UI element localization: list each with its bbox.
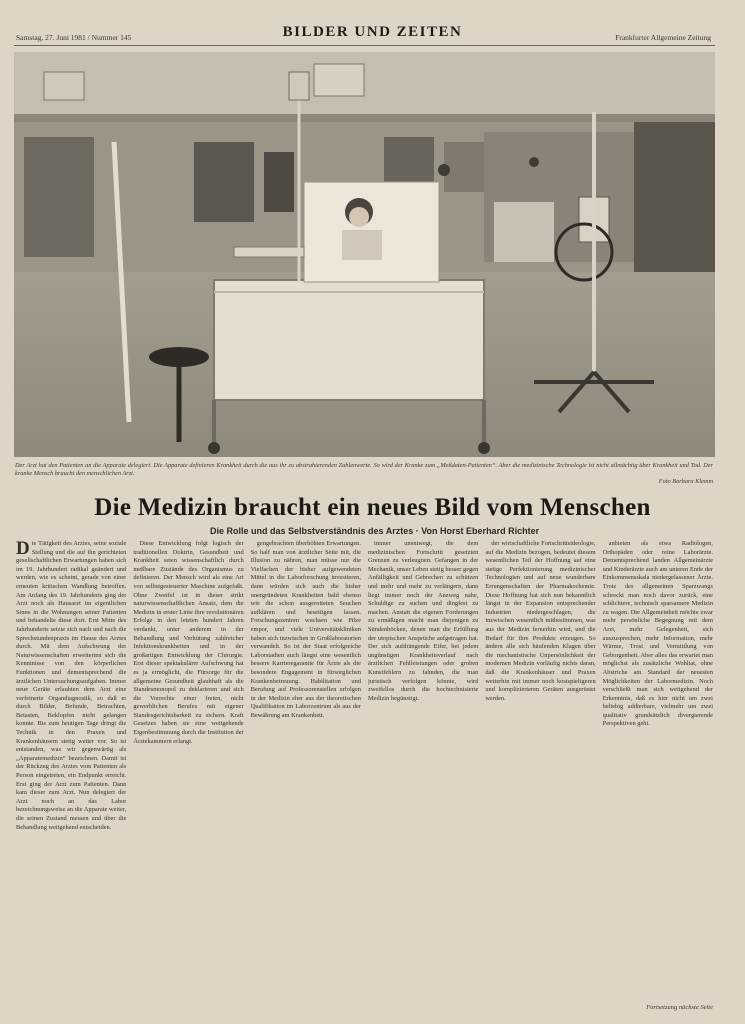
issue-date: Samstag, 27. Juni 1981 / Nummer 145: [16, 33, 132, 42]
photo-credit: Foto Barbara Klemm: [658, 478, 713, 485]
column-text: der wirtschaftliche Fortschrittsideologie, auf die Medizin bezogen, bedeutet diesem wesentlichen Teil der Hoffnung auf eine stetige Perfektionierung medizinischer Technologien und auf neue wunderbare Errungenschaften der Pharmakochemie. Diese Hoffnung hat sich nun bekanntlich längst in der Expansion entsprechender Industrien niedergeschlagen, die inzwischen wesentlich mitbestimmen, was aus der Medizin fernerhin wird, und die Bedarf für ihre Produkte erzeugen. So ändern alle sich häufenden Klagen über die mechanistische Unpersönlichkeit der modernen Medizin vorläufig nichts daran, daß die Krankenhäuser und Praxen weiterhin mit immer noch kostspieligeren und komplizierteren Geräten ausgerüstet werden.: [485, 540, 596, 702]
article-column-1: [16, 540, 126, 1018]
article-body: [16, 540, 713, 1018]
article-column-5: [485, 540, 595, 1018]
header-rule: [14, 45, 715, 46]
newspaper-name: Frankfurter Allgemeine Zeitung: [615, 33, 711, 42]
article-column-6: [603, 540, 713, 1018]
column-text: Diese Entwicklung folgt logisch der traditionellen Doktrin, Gesundheit und Krankheit seien wissenschaftlich durch meßbare Zustände des Organismus zu definieren. Der Mensch wird als eine Art von selbstgesteuerter Maschine aufgefaßt. Ohne Zweifel ist in dieser strikt naturwissenschaftlichen Ansatz, dem die Medizin in erster Linie ihre revolutionären Erfolge in den letzten hundert Jahren verdankt, unter anderem in der Behandlung und Verhütung zahlreicher Infektionskrankheiten und in der großartigen Entwicklung der Chirurgie. Erst dieser spektakulärer Aufschwung hat es ja ermöglicht, die Fürsorge für die allgemeine Gesundheit glaubhaft als die Standesmonopol zu deklarieren und sich die Vorrechte einer freien, nicht gewerblichen Berufes mit eigener Standesgerichtsbarkeit zu sichern. Kraft Gesetzes haben sie eine weitgehende Eigenbestimmung durch die Institution der Ärztekammern erlangt.: [133, 540, 244, 745]
column-text: anbieten als etwa Radiologen, Orthopäden oder reine Laborärzte. Dementsprechend landen Allgemeinärzte und Kinderärzte auch am unteren Ende der Einkommensskala niedergelassener Ärzte. Trotz des allgemeinen Sparzwangs schreckt man noch davor zurück, eine schlichtere, technisch sparsamere Medizin zu wagen. Die Allgemeinheit möchte zwar mehr persönliche Begegnung mit dem Arzt, mehr Gelegenheit, sich auszusprechen, mehr Information, mehr Wärme, Trost und Vermittlung von Geborgenheit. Aber alles das erwartet man möglichst als zusätzliche Wohltat, ohne Abstriche am Standard der neuesten Möglichkeiten der Labormedizin. Noch verschließt man sich weitgehend der Erkenntnis, daß es hier nicht um zwei beliebig addierbare, vielmehr um zwei qualitativ grundsätzlich divergierende Perspektiven geht.: [602, 540, 713, 728]
article-column-3: [251, 540, 361, 1018]
column-text: ie Tätigkeit des Arztes, seine soziale Stellung und die auf ihn gerichteten gesellschaftlichen Erwartungen haben sich im 19. Jahrhundert radikal geändert und werden, wie es scheint, gerade von einer erneuten kritischen Wandlung betroffen. Am Anfang des 19. Jahrhunderts ging der Arzt noch als Hausarzt im eigentlichen Sinne in die Wohnungen seiner Patienten und behandelte diese dort. Erst Mitte des Jahrhunderts setzte sich nach und nach die Sprechstundenpraxis im Hause des Arztes durch. Mit dem Aufschwung der Naturwissenschaften erweiterten sich die Kenntnisse von den körperlichen Funktionen und dementsprechend die ärztlichen Untersuchungsaufgaben. Immer neue Geräte erlaubten dem Arzt eine verfeinerte Organdiagnostik, so daß er durch Bilder, Befunde, Betrachten, Betasten, Beklopfen nicht gelangen konnte. Bis zum heutigen Tage dringt die Technik in den Praxen und Krankenhäusern stetig weiter vor. So ist entstanden, was wir gegenwärtig als „Apparatemedizin“ bezeichnen. Damit ist der Rückzug des Arztes vom Patienten als Person eingetreten, ein Endpunkt erreicht. Erst ging der Arzt zum Patienten. Dann kam dieser zum Arzt. Nun delegiert der Arzt noch an das Labor bezeichnungsweise an die Apparate weiter, die seinen Zustand messen und über die Behandlung weitgehend entscheiden.: [16, 540, 127, 831]
column-text: immer unentwegt, die dem medizinischen Fortschritt gesetzten Grenzen zu verleugnen. Gefangen in der Mechanik, unser Leben stetig besser gegen Anfälligkeit und Gebrechen zu schützen und mehr und mehr zu verlängern, dann liegt immer noch der Anzweg nahe, Schuldige zu suchen und dingfest zu machen. Anstatt die eigenen Forderungen zu ermäßigen macht man diejenigen zu Sündenböcken, denen man die Erfüllung der utopischen Ansprüche aufgetragen hat. Der sich aufdrängende Eifer, bei jedem ungünstigen Krankheitsverlauf nach ärztlichen Fehlleistungen oder groben Kunstfehlern zu fahnden, die man juristisch verfolgen könnte, wird zweifellos durch die hochtechnisierte Medizin begünstigt.: [367, 540, 479, 702]
drop-cap: D: [16, 540, 30, 559]
article-column-4: [368, 540, 478, 1018]
article-headline: Die Medizin braucht ein neues Bild vom Menschen: [94, 494, 651, 521]
hospital-photo: [14, 52, 715, 457]
continuation-note: Fortsetzung nächste Seite: [646, 1004, 713, 1011]
article-subheadline: Die Rolle und das Selbstverständnis des Arztes · Von Horst Eberhard Richter: [210, 526, 540, 536]
column-text: gengebrachten überhöhten Erwartungen. So half man von ärztlicher Seite mit, die Illusion zu nähren, man müsse nur die Vielfachen der bisher aufgewendeten Mittel in die Laborforschung investieren, dann würden sich auch die bisher unergründeten Krankheiten bald ebenso wie die schon ausgerotteten Seuchen aufklären und beseitigen lassen. Forschungszentren wuchsen wie Pilze empor, und viele Universitätskliniken haben sich inzwischen in Großlaboratorien verwandelt. So ist der Staat erfolgreiche Laborstadien auch längst eine wesentlich bessere Karrieregarantie für Ärzte als die besondere Engagement in fürsorglichen Krankenbetreuung. Habilitation und Berufung auf Professorenstellen erfolgen in der Medizin eher aus der theoretischen Qualifikation im Laborzentrum als aus der Bewährung am Krankenbett.: [250, 540, 361, 719]
caption-text: Der Arzt hat den Patienten an die Apparate delegiert. Die Apparate definieren Krankheit durch die aus ihr zu abstrahierenden Zahlenwerte. So wird der Kranke zum „Meßdaten-Patienten“. Aber die medizinische Technologie ist nicht allmächtig über Krankheit und Tod. Der kranke Mensch braucht den menschlichen Arzt.: [15, 462, 713, 477]
hospital-room-illustration: [14, 52, 715, 457]
section-title: BILDER UND ZEITEN: [282, 24, 463, 40]
photo-caption: [15, 462, 713, 486]
article-column-2: [133, 540, 243, 1018]
